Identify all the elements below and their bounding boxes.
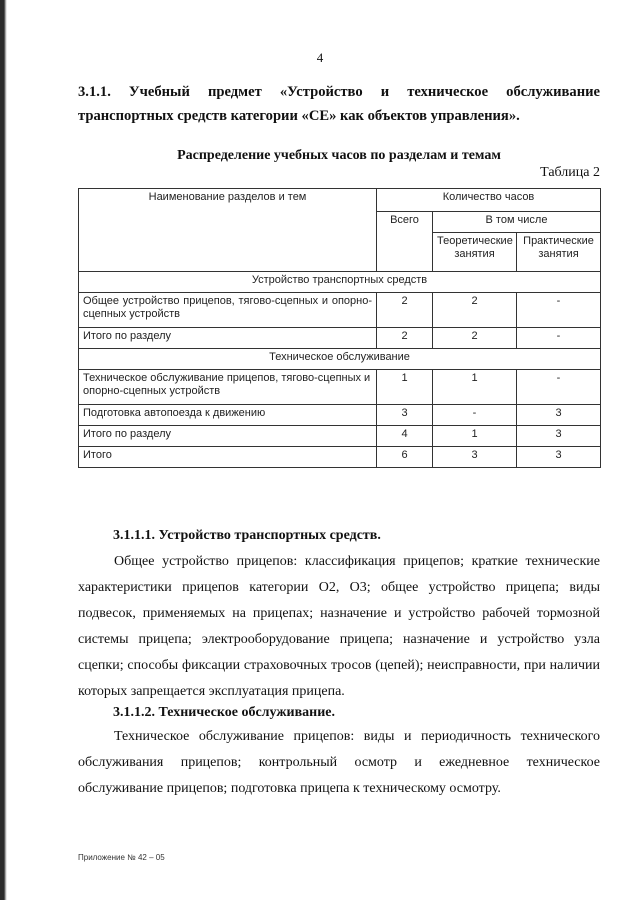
row-theory: 1 xyxy=(433,370,517,405)
header-theory: Теоретические занятия xyxy=(433,233,517,272)
row-practice: - xyxy=(517,328,601,349)
table-section-row xyxy=(79,272,601,293)
row-practice: - xyxy=(517,370,601,405)
row-total: 2 xyxy=(377,328,433,349)
section-heading: Устройство транспортных средств xyxy=(79,272,601,293)
row-name: Общее устройство прицепов, тягово-сцепных и опорно-сцепных устройств xyxy=(79,293,377,328)
row-theory: 2 xyxy=(433,293,517,328)
subsection-title-transport: 3.1.1.1. Устройство транспортных средств. xyxy=(113,528,381,543)
table-row xyxy=(79,426,601,447)
header-qty: Количество часов xyxy=(377,189,601,212)
row-name: Итого xyxy=(79,447,377,468)
hours-table xyxy=(78,188,601,468)
table-label: Таблица 2 xyxy=(540,165,600,180)
row-name: Итого по разделу xyxy=(79,426,377,447)
footer-appendix-note: Приложение № 42 – 05 xyxy=(78,853,165,862)
row-theory: - xyxy=(433,405,517,426)
paragraph-transport: Общее устройство прицепов: классификация прицепов; краткие технические характеристики прицепов категории О2, О3; общее устройство прицепа; виды подвесок, применяемых на прицепах; назначение и устройство рабочей тормозной системы прицепа; электрооборудование прицепа; назначение и устройство узла сцепки; способы фиксации страховочных тросов (цепей); неисправности, при наличии которых запрещается эксплуатация прицепа. xyxy=(78,554,600,699)
table-row xyxy=(79,405,601,426)
table-row xyxy=(79,328,601,349)
header-including: В том числе xyxy=(433,212,601,233)
paragraph-maintenance: Техническое обслуживание прицепов: виды и периодичность технического обслуживания прицепов; контрольный осмотр и ежедневное техническое обслуживание прицепов; подготовка прицепа к техническому осмотру. xyxy=(78,729,600,796)
table-section-row xyxy=(79,349,601,370)
table-caption: Распределение учебных часов по разделам и темам xyxy=(177,148,501,163)
header-name: Наименование разделов и тем xyxy=(79,189,377,272)
page-number: 4 xyxy=(316,50,324,65)
section-title: 3.1.1. Учебный предмет «Устройство и техническое обслуживание транспортных средств категории «СЕ» как объектов управления». xyxy=(78,84,600,124)
row-name: Техническое обслуживание прицепов, тягово-сцепных и опорно-сцепных устройств xyxy=(79,370,377,405)
row-total: 6 xyxy=(377,447,433,468)
row-practice: 3 xyxy=(517,426,601,447)
row-total: 4 xyxy=(377,426,433,447)
row-name: Подготовка автопоезда к движению xyxy=(79,405,377,426)
row-theory: 1 xyxy=(433,426,517,447)
table-row xyxy=(79,293,601,328)
header-total: Всего xyxy=(377,212,433,272)
row-practice: 3 xyxy=(517,447,601,468)
row-total: 1 xyxy=(377,370,433,405)
row-theory: 3 xyxy=(433,447,517,468)
section-heading: Техническое обслуживание xyxy=(79,349,601,370)
row-theory: 2 xyxy=(433,328,517,349)
table-header-row xyxy=(79,189,601,212)
row-practice: 3 xyxy=(517,405,601,426)
row-name: Итого по разделу xyxy=(79,328,377,349)
row-total: 3 xyxy=(377,405,433,426)
row-total: 2 xyxy=(377,293,433,328)
scan-page-edge xyxy=(0,0,7,900)
subsection-title-maintenance: 3.1.1.2. Техническое обслуживание. xyxy=(113,705,335,720)
table-row xyxy=(79,447,601,468)
header-practice: Практические занятия xyxy=(517,233,601,272)
row-practice: - xyxy=(517,293,601,328)
table-row xyxy=(79,370,601,405)
